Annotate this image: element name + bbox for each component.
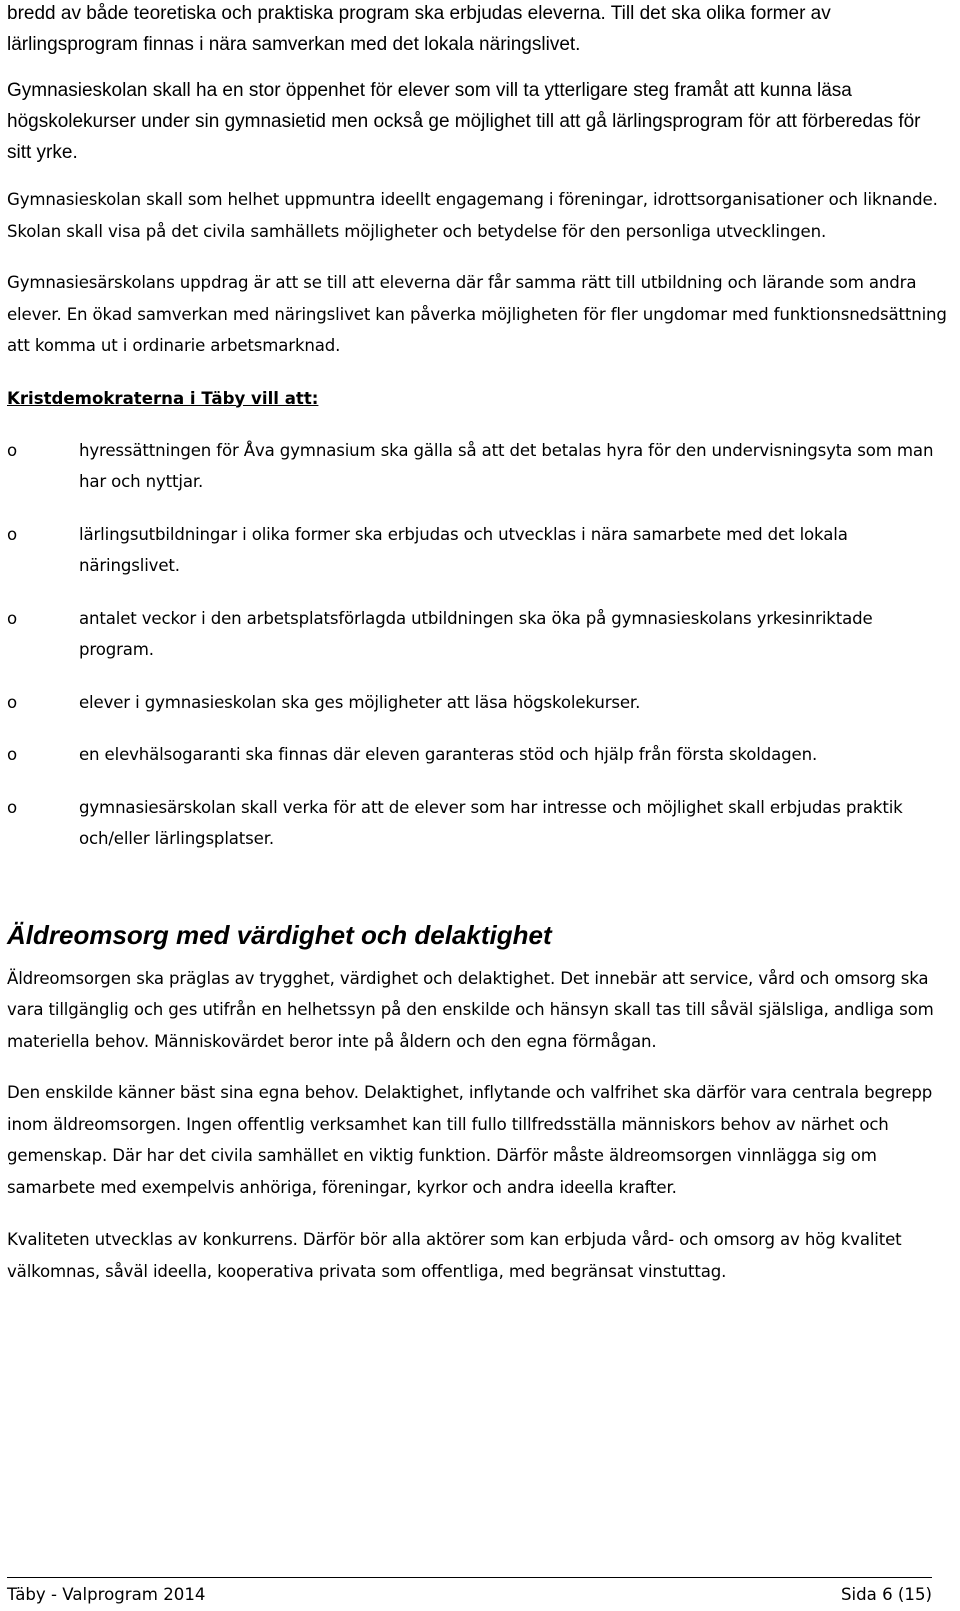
list-item xyxy=(7,687,947,719)
bullet-marker: o xyxy=(7,440,18,460)
bullet-marker: o xyxy=(7,797,18,817)
list-item-text: hyressättningen för Åva gymnasium ska gälla så att det betalas hyra för den undervisningsyta som man har och nyttjar. xyxy=(79,440,934,491)
intro-paragraph-1: bredd av både teoretiska och praktiska program ska erbjudas eleverna. Till det ska olika former av lärlingsprogram finnas i nära samverkan med det lokala näringslivet. xyxy=(7,3,831,55)
document-page xyxy=(7,0,947,1287)
bullet-marker: o xyxy=(7,692,18,712)
list-item-text: lärlingsutbildningar i olika former ska erbjudas och utvecklas i nära samarbete med det lokala näringslivet. xyxy=(79,524,848,575)
list-item xyxy=(7,435,947,498)
list-item xyxy=(7,603,947,666)
wants-heading: Kristdemokraterna i Täby vill att: xyxy=(7,388,319,408)
section-title: Äldreomsorg med värdighet och delaktighet xyxy=(7,919,552,950)
bullet-marker: o xyxy=(7,745,18,764)
list-item-text: antalet veckor i den arbetsplatsförlagda utbildningen ska öka på gymnasieskolans yrkesinriktade program. xyxy=(79,608,873,659)
footer-page-number: Sida 6 (15) xyxy=(840,1585,932,1604)
intro-paragraph-2: Gymnasieskolan skall ha en stor öppenhet för elever som vill ta ytterligare steg framåt att kunna läsa högskolekurser under sin gymnasietid men också ge möjlighet till att gå lärlingsprogram för att förberedas för sitt yrke. xyxy=(7,80,921,163)
section-paragraph-3: Kvaliteten utvecklas av konkurrens. Därför bör alla aktörer som kan erbjuda vård- och omsorg av hög kvalitet välkomnas, såväl ideella, kooperativa privata som offentliga, med begränsat vinstuttag. xyxy=(7,1230,902,1281)
list-item-text: en elevhälsogaranti ska finnas där eleven garanteras stöd och hjälp från första skoldagen. xyxy=(79,745,818,764)
bullet-marker: o xyxy=(7,524,18,544)
footer-divider xyxy=(7,1577,932,1578)
list-item-text: elever i gymnasieskolan ska ges möjligheter att läsa högskolekurser. xyxy=(79,692,641,712)
footer-document-title: Täby - Valprogram 2014 xyxy=(7,1585,206,1604)
list-item xyxy=(7,519,947,582)
section-paragraph-2: Den enskilde känner bäst sina egna behov. Delaktighet, inflytande och valfrihet ska därför vara centrala begrepp inom äldreomsorgen. Ingen offentlig verksamhet kan till fullo tillfredsställa människors behov av närhet och gemenskap. Där har det civila samhället en viktig funktion. Därför måste äldreomsorgen vinnlägga sig om samarbete med exempelvis anhöriga, föreningar, kyrkor och andra ideella krafter. xyxy=(7,1083,933,1197)
page-footer xyxy=(7,1580,932,1610)
paragraph-civil-engagement: Gymnasieskolan skall som helhet uppmuntra ideellt engagemang i föreningar, idrottsorganisationer och liknande. Skolan skall visa på det civila samhällets möjligheter och betydelse för den personliga utvecklingen. xyxy=(7,190,938,241)
list-item-text: gymnasiesärskolan skall verka för att de elever som har intresse och möjlighet skall erbjudas praktik och/eller lärlingsplatser. xyxy=(79,797,903,848)
section-paragraph-1: Äldreomsorgen ska präglas av trygghet, värdighet och delaktighet. Det innebär att service, vård och omsorg ska vara tillgänglig och ges utifrån en helhetssyn på den enskilde och hänsyn skall tas till såväl själsliga, andliga som materiella behov. Människovärdet beror inte på åldern och den egna förmågan. xyxy=(7,968,934,1051)
paragraph-special-school: Gymnasiesärskolans uppdrag är att se till att eleverna där får samma rätt till utbildning och lärande som andra elever. En ökad samverkan med näringslivet kan påverka möjligheten för fler ungdomar med funktionsnedsättning att komma ut i ordinarie arbetsmarknad. xyxy=(7,273,947,355)
list-item xyxy=(7,792,947,855)
bullet-marker: o xyxy=(7,608,18,628)
wants-list xyxy=(7,435,947,855)
list-item xyxy=(7,739,947,771)
